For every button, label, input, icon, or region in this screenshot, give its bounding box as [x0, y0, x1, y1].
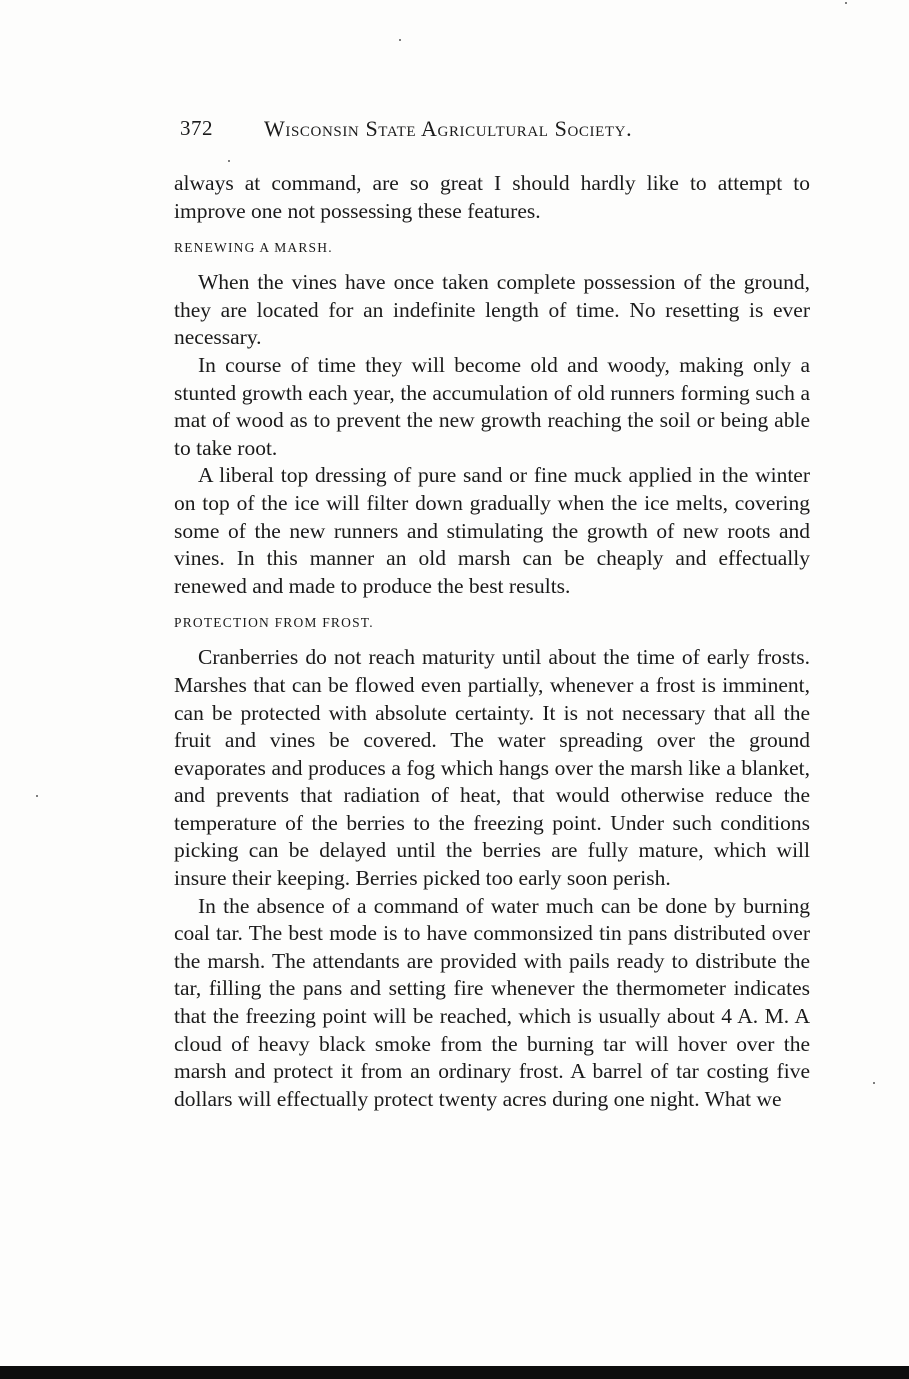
paragraph: A liberal top dressing of pure sand or fine muck applied in the winter on top of the ice will filter down gradually when the ice melts, covering some of the new runners and stimulating the growth of new roots and vines. In this manner an old marsh can be cheaply and effectually renewed and made to produce the best results. — [174, 463, 810, 598]
print-speck — [399, 39, 401, 41]
section-heading-protection: PROTECTION FROM FROST. — [174, 615, 374, 631]
page-number: 372 — [180, 116, 213, 140]
body-text — [174, 170, 810, 1113]
paragraph: In the absence of a command of water much can be done by burning coal tar. The best mode is to have commonsized tin pans distributed over the marsh. The attendants are provided with pails ready to distribute the tar, filling the pans and setting fire whenever the thermometer indicates that the freezing point will be reached, which is usually about 4 A. M. A cloud of heavy black smoke from the burning tar will hover over the marsh and protect it from an ordinary frost. A barrel of tar costing five dollars will effectually protect twenty acres during one night. What we — [174, 893, 810, 1111]
running-title: Wisconsin State Agricultural Society. — [264, 116, 633, 141]
paragraph: When the vines have once taken complete possession of the ground, they are located for an indefinite length of time. No resetting is ever necessary. — [174, 270, 810, 350]
print-speck — [228, 160, 230, 162]
print-speck — [845, 2, 847, 4]
print-speck — [873, 1082, 875, 1084]
scan-edge-bar — [0, 1366, 909, 1379]
paragraph: In course of time they will become old and woody, making only a stunted growth each year, the accumulation of old runners forming such a mat of wood as to prevent the new growth reaching the soil or being able to take root. — [174, 352, 810, 460]
page-header — [180, 112, 740, 148]
section-heading-renewing: RENEWING A MARSH. — [174, 240, 333, 256]
paragraph: always at command, are so great I should hardly like to attempt to improve one not possessing these features. — [174, 171, 810, 223]
print-speck — [36, 795, 38, 797]
paragraph: Cranberries do not reach maturity until about the time of early frosts. Marshes that can be flowed even partially, whenever a frost is imminent, can be protected with absolute certainty. It is not necessary that all the fruit and vines be covered. The water spreading over the ground evaporates and produces a fog which hangs over the marsh like a blanket, and prevents that radiation of heat, that would otherwise reduce the temperature of the berries to the freezing point. Under such conditions picking can be delayed until the berries are fully mature, which will insure their keeping. Berries picked too early soon perish. — [174, 645, 810, 891]
